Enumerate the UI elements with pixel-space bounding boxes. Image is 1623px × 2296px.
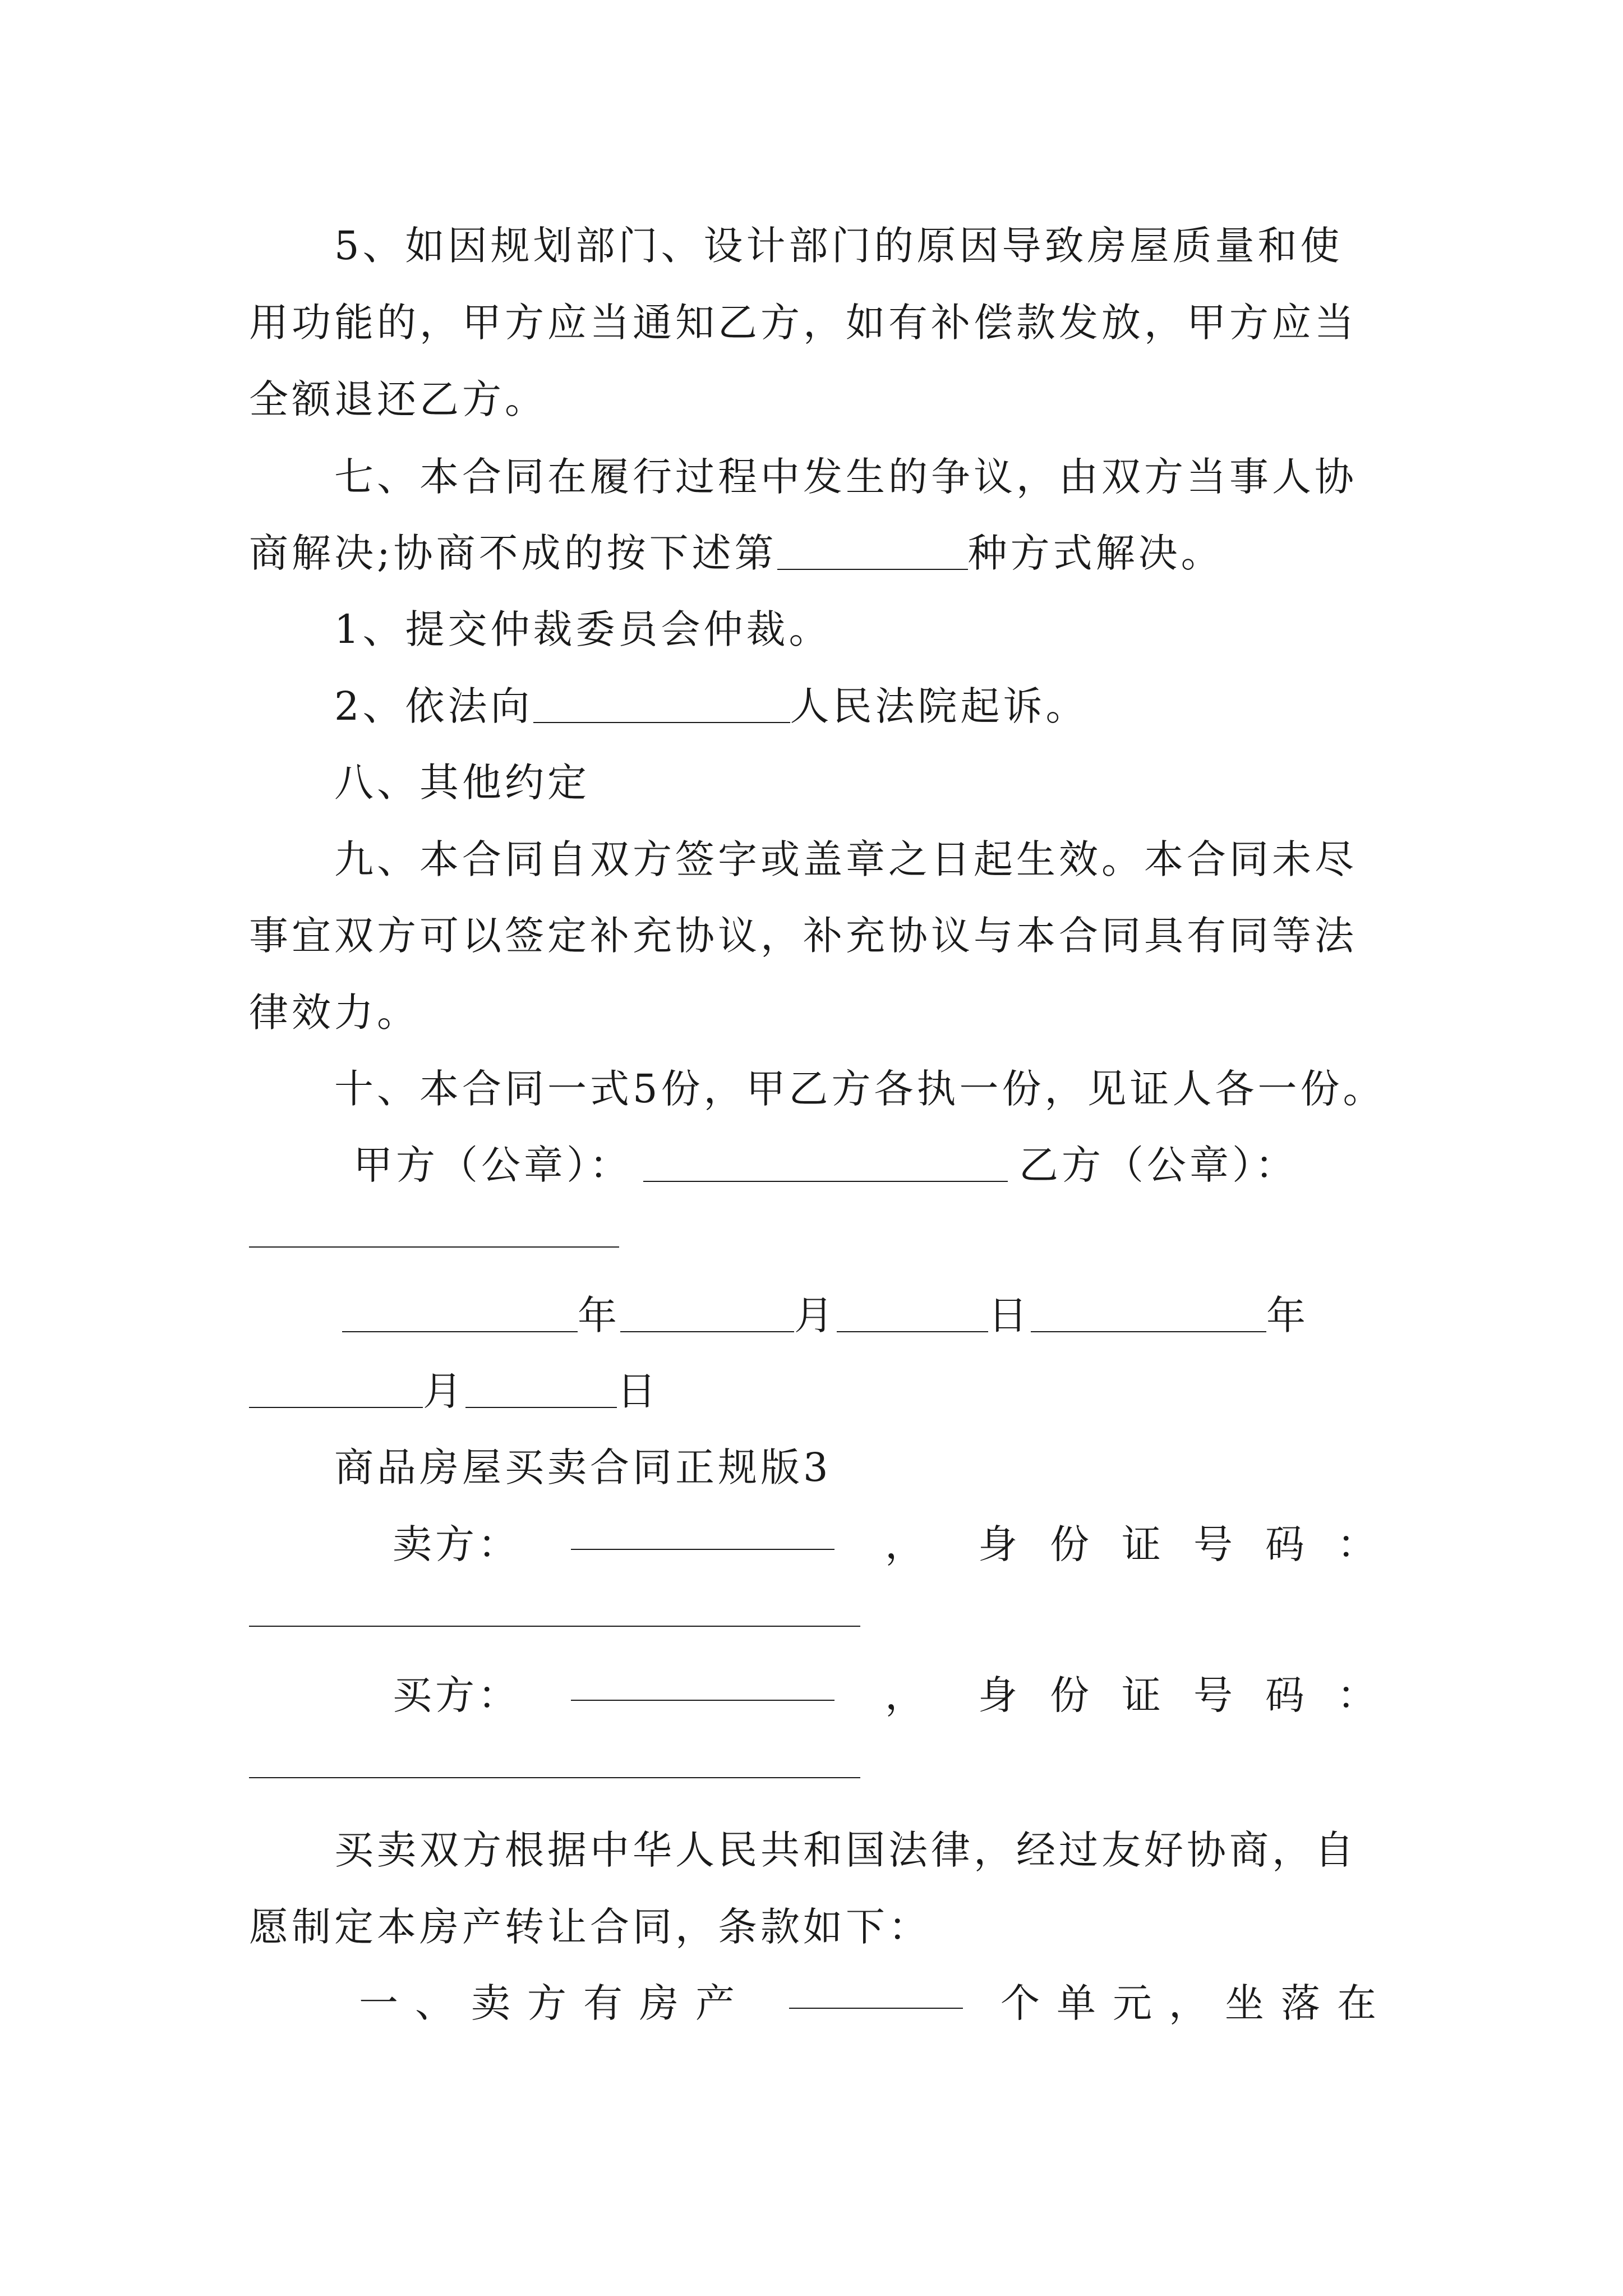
party-b-signature-blank[interactable]	[249, 1246, 619, 1248]
court-name-blank[interactable]	[533, 689, 790, 723]
article-1-text-b: 个单元，坐落在	[1000, 1980, 1393, 2026]
intro-line-2: 愿制定本房产转让合同，条款如下：	[249, 1904, 931, 1950]
clause-9-line-1: 九、本合同自双方签字或盖章之日起生效。本合同未尽	[334, 836, 1357, 882]
party-b-label: 乙方（公章）：	[1019, 1142, 1298, 1188]
seller-label: 卖方：	[393, 1521, 520, 1567]
party-a-year-blank[interactable]	[342, 1299, 578, 1332]
clause-8: 八、其他约定	[334, 760, 590, 806]
party-a-label: 甲方（公章）：	[353, 1142, 632, 1188]
date-line-2	[249, 1363, 1376, 1419]
buyer-label: 买方：	[393, 1672, 520, 1718]
buyer-id-label: 身份证号码：	[978, 1672, 1409, 1718]
party-a-day-blank[interactable]	[837, 1299, 988, 1332]
month-label-2: 月	[423, 1368, 465, 1414]
clause-5-line-2: 用功能的，甲方应当通知乙方，如有补偿款发放，甲方应当	[249, 300, 1357, 346]
seller-id-label: 身份证号码：	[978, 1521, 1409, 1567]
party-a-signature-blank[interactable]	[643, 1148, 1008, 1182]
intro-line-1: 买卖双方根据中华人民共和国法律，经过友好协商，自	[334, 1827, 1357, 1873]
clause-5-line-3: 全额退还乙方。	[249, 376, 547, 422]
buyer-line	[393, 1667, 1409, 1723]
clause-5-line-1: 5、如因规划部门、设计部门的原因导致房屋质量和使	[334, 223, 1343, 269]
day-label: 日	[988, 1292, 1031, 1338]
seller-name-blank[interactable]	[571, 1516, 834, 1550]
year-label-2: 年	[1266, 1292, 1309, 1338]
option-2	[334, 678, 1377, 734]
option-2-text-b: 人民法院起诉。	[790, 683, 1089, 729]
clause-10: 十、本合同一式5份，甲乙方各执一份，见证人各一份。	[334, 1066, 1386, 1112]
date-line-1	[342, 1287, 1376, 1343]
seller-id-blank[interactable]	[249, 1626, 860, 1627]
buyer-comma: ，	[885, 1672, 928, 1718]
clause-9-line-3: 律效力。	[249, 990, 419, 1036]
buyer-name-blank[interactable]	[571, 1667, 834, 1701]
seller-comma: ，	[885, 1521, 928, 1567]
clause-9-line-2: 事宜双方可以签定补充协议，补充协议与本合同具有同等法	[249, 913, 1357, 959]
clause-7-text-a: 商解决;协商不成的按下述第	[249, 530, 777, 576]
signature-line	[353, 1137, 1376, 1193]
party-b-year-blank[interactable]	[1031, 1299, 1266, 1332]
clause-7-line-2	[249, 525, 1376, 581]
seller-line	[393, 1516, 1409, 1572]
method-number-blank[interactable]	[777, 536, 968, 570]
option-2-text-a: 2、依法向	[334, 683, 533, 729]
section-title: 商品房屋买卖合同正规版3	[334, 1444, 832, 1490]
article-1-text-a: 一、卖方有房产	[359, 1980, 751, 2026]
buyer-id-blank[interactable]	[249, 1777, 860, 1778]
clause-7-line-1: 七、本合同在履行过程中发生的争议，由双方当事人协	[334, 454, 1357, 500]
article-1-line	[359, 1975, 1393, 2031]
unit-count-blank[interactable]	[789, 1975, 963, 2009]
day-label-2: 日	[617, 1368, 660, 1414]
party-b-month-blank[interactable]	[249, 1374, 423, 1408]
party-a-month-blank[interactable]	[620, 1299, 794, 1332]
year-label: 年	[578, 1292, 620, 1338]
option-1: 1、提交仲裁委员会仲裁。	[334, 606, 832, 652]
month-label: 月	[794, 1292, 837, 1338]
clause-7-text-b: 种方式解决。	[967, 530, 1224, 576]
party-b-day-blank[interactable]	[465, 1374, 617, 1408]
